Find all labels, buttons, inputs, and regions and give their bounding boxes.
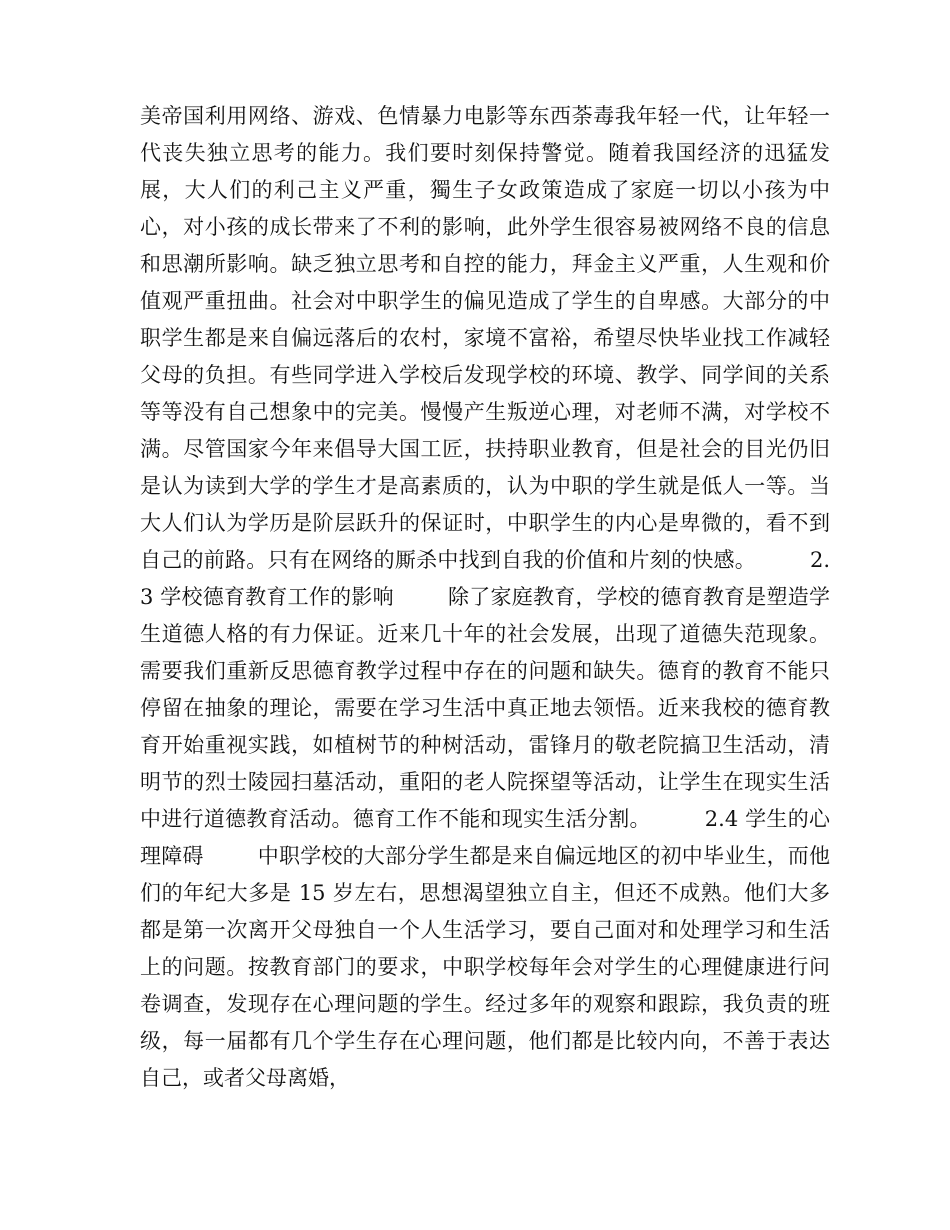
section-heading-2-4: 2.4 学生的心理障碍 [140,807,831,868]
body-paragraph [140,98,830,1097]
text-part-1: 美帝国利用网络、游戏、色情暴力电影等东西荼毒我年轻一代，让年轻一代丧失独立思考的能力。我们要时刻保持警觉。随着我国经济的迅猛发展，大人们的利己主义严重，獨生子女政策造成了家庭一切以小孩为中心，对小孩的成长带来了不利的影响，此外学生很容易被网络不良的信息和思潮所影响。缺乏独立思考和自控的能力，拜金主义严重，人生观和价值观严重扭曲。社会对中职学生的偏见造成了学生的自卑感。大部分的中职学生都是来自偏远落后的农村，家境不富裕，希望尽快毕业找工作减轻父母的负担。有些同学进入学校后发现学校的环境、教学、同学间的关系等等没有自己想象中的完美。慢慢产生叛逆心理，对老师不满，对学校不满。尽管国家今年来倡导大国工匠，扶持职业教育，但是社会的目光仍旧是认为读到大学的学生才是高素质的，认为中职的学生就是低人一等。当大人们认为学历是阶层跃升的保证时，中职学生的内心是卑微的，看不到自己的前路。只有在网络的厮杀中找到自我的价值和片刻的快感。 [140,104,830,572]
text-part-3: 中职学校的大部分学生都是来自偏远地区的初中毕业生，而他们的年纪大多是 15 岁左右，思想渴望独立自主，但还不成熟。他们大多都是第一次离开父母独自一个人生活学习，要自己面对和处理学习和生活上的问题。按教育部门的要求，中职学校每年会对学生的心理健康进行问卷调查，发现存在心理问题的学生。经过多年的观察和跟踪，我负责的班级，每一届都有几个学生存在心理问题，他们都是比较内向，不善于表达自己，或者父母离婚， [140,844,831,1090]
section-heading-2-3: 2.3 学校德育教育工作的影响 [140,548,830,609]
text-part-2: 除了家庭教育，学校的德育教育是塑造学生道德人格的有力保证。近来几十年的社会发展，出现了道德失范现象。需要我们重新反思德育教学过程中存在的问题和缺失。德育的教育不能只停留在抽象的理论，需要在学习生活中真正地去领悟。近来我校的德育教育开始重视实践，如植树节的种树活动，雷锋月的敬老院搞卫生活动，清明节的烈士陵园扫墓活动，重阳的老人院探望等活动，让学生在现实生活中进行道德教育活动。德育工作不能和现实生活分割。 [140,585,830,831]
